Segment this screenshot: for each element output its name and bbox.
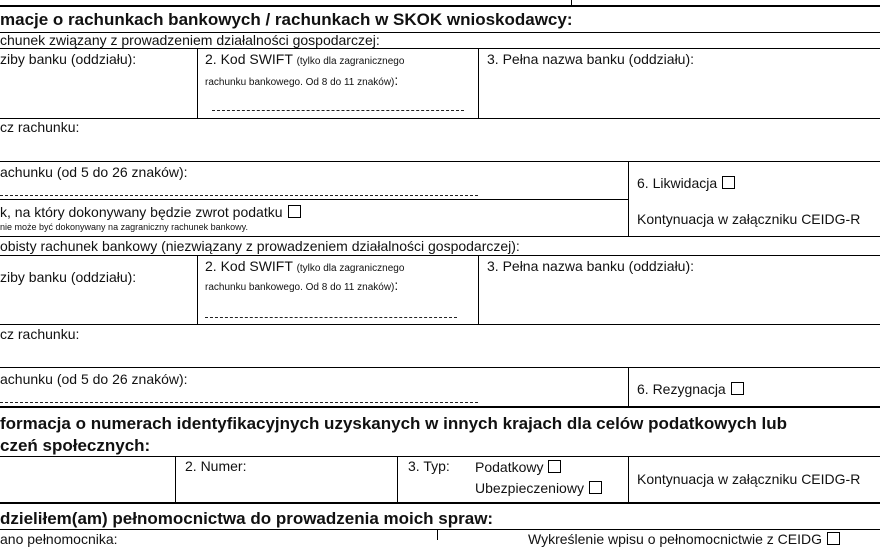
bank-name-label: 3. Pełna nazwa banku (oddziału): bbox=[487, 51, 695, 67]
attorney-name-label: ano pełnomocnika: bbox=[0, 531, 118, 547]
divider bbox=[628, 367, 629, 407]
section-bank-title: macje o rachunkach bankowych / rachunkach w SKOK wnioskodawcy: bbox=[0, 10, 573, 29]
attorney-removal-checkbox[interactable]: Wykreślenie wpisu o pełnomocnictwie z CEIDG bbox=[528, 531, 840, 547]
section-rule bbox=[0, 406, 880, 408]
divider bbox=[0, 161, 880, 162]
divider bbox=[437, 529, 438, 540]
divider bbox=[197, 48, 198, 119]
liquidation-checkbox[interactable]: 6. Likwidacja bbox=[637, 175, 735, 191]
section-power-title: dzieliłem(am) pełnomocnictwa do prowadzenia moich spraw: bbox=[0, 509, 494, 528]
divider bbox=[478, 255, 479, 325]
account-type-label: cz rachunku: bbox=[0, 326, 80, 342]
checkbox-icon[interactable] bbox=[288, 205, 301, 218]
type-label: 3. Typ: bbox=[408, 458, 450, 474]
insurance-option-checkbox[interactable]: Ubezpieczeniowy bbox=[475, 480, 602, 496]
divider bbox=[0, 118, 880, 119]
section-ids-title-cont: czeń społecznych: bbox=[0, 436, 151, 455]
account-number-input[interactable] bbox=[0, 195, 478, 196]
section-rule bbox=[0, 502, 880, 504]
divider bbox=[0, 236, 880, 237]
private-account-label: obisty rachunek bankowy (niezwiązany z prowadzeniem działalności gospodarczej): bbox=[0, 238, 520, 254]
number-label: 2. Numer: bbox=[185, 458, 247, 474]
account-type-label: cz rachunku: bbox=[0, 119, 80, 135]
tax-option-checkbox[interactable]: Podatkowy bbox=[475, 459, 561, 475]
account-number-label: achunku (od 5 do 26 znaków): bbox=[0, 164, 188, 180]
divider bbox=[0, 367, 880, 368]
divider bbox=[0, 324, 880, 325]
divider bbox=[0, 529, 880, 530]
account-number-label: achunku (od 5 do 26 znaków): bbox=[0, 371, 188, 387]
business-account-label: chunek związany z prowadzeniem działalności gospodarczej: bbox=[0, 32, 380, 48]
section-top-rule bbox=[0, 5, 880, 7]
divider bbox=[478, 48, 479, 119]
swift-hint: rachunku bankowego. Od 8 do 11 znaków): bbox=[205, 72, 399, 88]
refund-note: nie może być dokonywany na zagraniczny rachunek bankowy. bbox=[0, 222, 248, 232]
divider bbox=[0, 48, 880, 49]
checkbox-icon[interactable] bbox=[827, 532, 840, 545]
divider bbox=[0, 456, 880, 457]
bank-name-label: 3. Pełna nazwa banku (oddziału): bbox=[487, 258, 695, 274]
divider bbox=[175, 456, 176, 502]
checkbox-icon[interactable] bbox=[722, 176, 735, 189]
divider bbox=[571, 0, 572, 6]
continuation-note: Kontynuacja w załączniku CEIDG-R bbox=[637, 471, 861, 487]
divider bbox=[0, 255, 880, 256]
divider bbox=[0, 199, 628, 200]
checkbox-icon[interactable] bbox=[589, 481, 602, 494]
swift-label: 2. Kod SWIFT (tylko dla zagranicznego bbox=[205, 51, 405, 67]
section-ids-title: formacja o numerach identyfikacyjnych uzyskanych w innych krajach dla celów podatkowych lub bbox=[0, 414, 787, 433]
swift-label: 2. Kod SWIFT (tylko dla zagranicznego bbox=[205, 258, 405, 274]
divider bbox=[397, 456, 398, 502]
bank-country-label: ziby banku (oddziału): bbox=[0, 269, 137, 285]
swift-hint: rachunku bankowego. Od 8 do 11 znaków): bbox=[205, 277, 399, 293]
divider bbox=[628, 161, 629, 236]
checkbox-icon[interactable] bbox=[731, 382, 744, 395]
swift-input[interactable] bbox=[205, 317, 457, 318]
swift-input[interactable] bbox=[212, 110, 464, 111]
bank-country-label: ziby banku (oddziału): bbox=[0, 51, 137, 67]
continuation-note: Kontynuacja w załączniku CEIDG-R bbox=[637, 211, 861, 227]
account-number-input[interactable] bbox=[0, 402, 478, 403]
refund-checkbox[interactable]: k, na który dokonywany będzie zwrot podatku bbox=[0, 204, 301, 220]
checkbox-icon[interactable] bbox=[548, 460, 561, 473]
divider bbox=[628, 456, 629, 502]
divider bbox=[197, 255, 198, 325]
resignation-checkbox[interactable]: 6. Rezygnacja bbox=[637, 381, 744, 397]
